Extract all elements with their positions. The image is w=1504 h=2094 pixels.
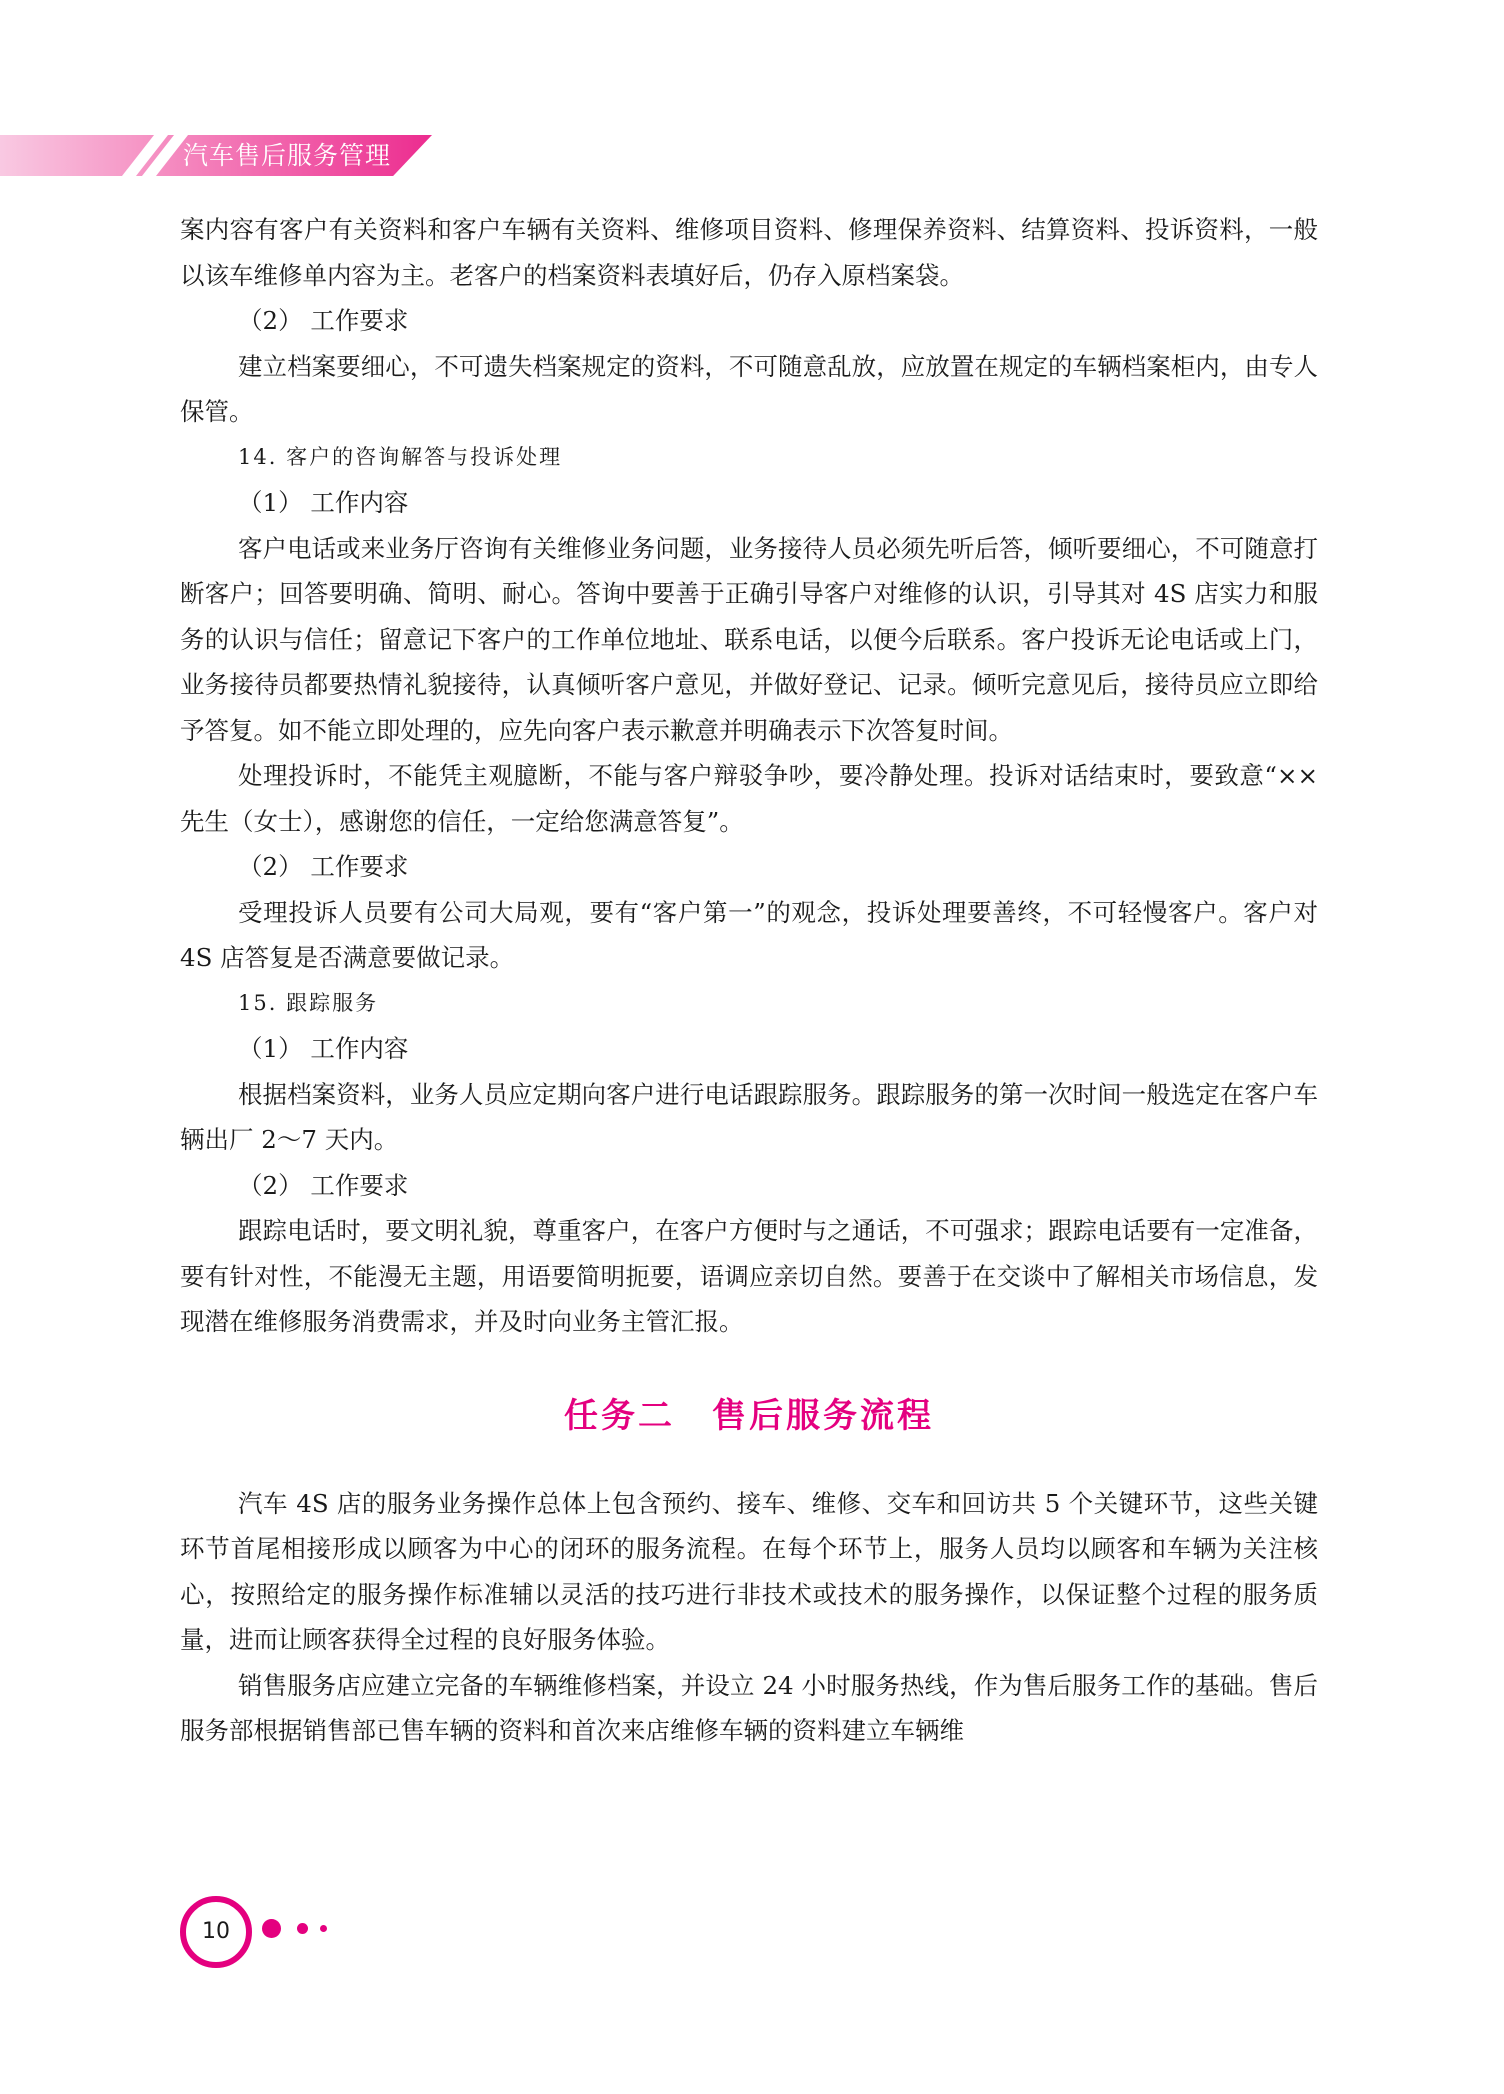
- paragraph: 受理投诉人员要有公司大局观，要有“客户第一”的观念，投诉处理要善终，不可轻慢客户。客户对 4S 店答复是否满意要做记录。: [180, 897, 1318, 972]
- page-number: 10: [202, 1919, 230, 1944]
- paragraph: 销售服务店应建立完备的车辆维修档案，并设立 24 小时服务热线，作为售后服务工作的基础。售后服务部根据销售部已售车辆的资料和首次来店维修车辆的资料建立车辆维: [180, 1670, 1318, 1745]
- subheading: （1） 工作内容: [238, 1034, 409, 1063]
- item-heading: 15. 跟踪服务: [238, 990, 379, 1015]
- paragraph-continued: 案内容有客户有关资料和客户车辆有关资料、维修项目资料、修理保养资料、结算资料、投诉资料，一般以该车维修单内容为主。老客户的档案资料表填好后，仍存入原档案袋。: [180, 215, 1318, 290]
- section-title: 任务二 售后服务流程: [564, 1395, 934, 1436]
- paragraph: 处理投诉时，不能凭主观臆断，不能与客户辩驳争吵，要冷静处理。投诉对话结束时，要致意“××先生（女士），感谢您的信任，一定给您满意答复”。: [180, 761, 1318, 836]
- item-heading: 14. 客户的咨询解答与投诉处理: [238, 444, 563, 469]
- paragraph: 汽车 4S 店的服务业务操作总体上包含预约、接车、维修、交车和回访共 5 个关键环节，这些关键环节首尾相接形成以顾客为中心的闭环的服务流程。在每个环节上，服务人员均以顾客和车辆为关注核心，按照给定的服务操作标准辅以灵活的技巧进行非技术或技术的服务操作，以保证整个过程的服务质量，进而让顾客获得全过程的良好服务体验。: [180, 1488, 1318, 1654]
- book-title: 汽车售后服务管理: [183, 141, 392, 170]
- dot-decoration-small: [320, 1925, 327, 1932]
- dot-decoration-medium: [297, 1923, 308, 1934]
- subheading: （2） 工作要求: [238, 852, 409, 881]
- subheading: （2） 工作要求: [238, 306, 409, 335]
- subheading: （2） 工作要求: [238, 1170, 409, 1200]
- paragraph: 客户电话或来业务厅咨询有关维修业务问题，业务接待人员必须先听后答，倾听要细心，不可随意打断客户；回答要明确、简明、耐心。答询中要善于正确引导客户对维修的认识，引导其对 4S 店实力和服务的认识与信任；留意记下客户的工作单位地址、联系电话，以便今后联系。客户投诉无论电话或上门，业务接待员都要热情礼貌接待，认真倾听客户意见，并做好登记、记录。倾听完意见后，接待员应立即给予答复。如不能立即处理的，应先向客户表示歉意并明确表示下次答复时间。: [180, 533, 1318, 745]
- subheading: （1） 工作内容: [238, 488, 409, 517]
- page-content: [180, 207, 1318, 1754]
- dot-decoration-large: [262, 1919, 281, 1938]
- paragraph: 根据档案资料，业务人员应定期向客户进行电话跟踪服务。跟踪服务的第一次时间一般选定在客户车辆出厂 2～7 天内。: [180, 1079, 1318, 1154]
- paragraph: 跟踪电话时，要文明礼貌，尊重客户，在客户方便时与之通话，不可强求；跟踪电话要有一定准备，要有针对性，不能漫无主题，用语要简明扼要，语调应亲切自然。要善于在交谈中了解相关市场信息，发现潜在维修服务消费需求，并及时向业务主管汇报。: [180, 1216, 1318, 1336]
- paragraph: 建立档案要细心，不可遗失档案规定的资料，不可随意乱放，应放置在规定的车辆档案柜内，由专人保管。: [180, 351, 1318, 426]
